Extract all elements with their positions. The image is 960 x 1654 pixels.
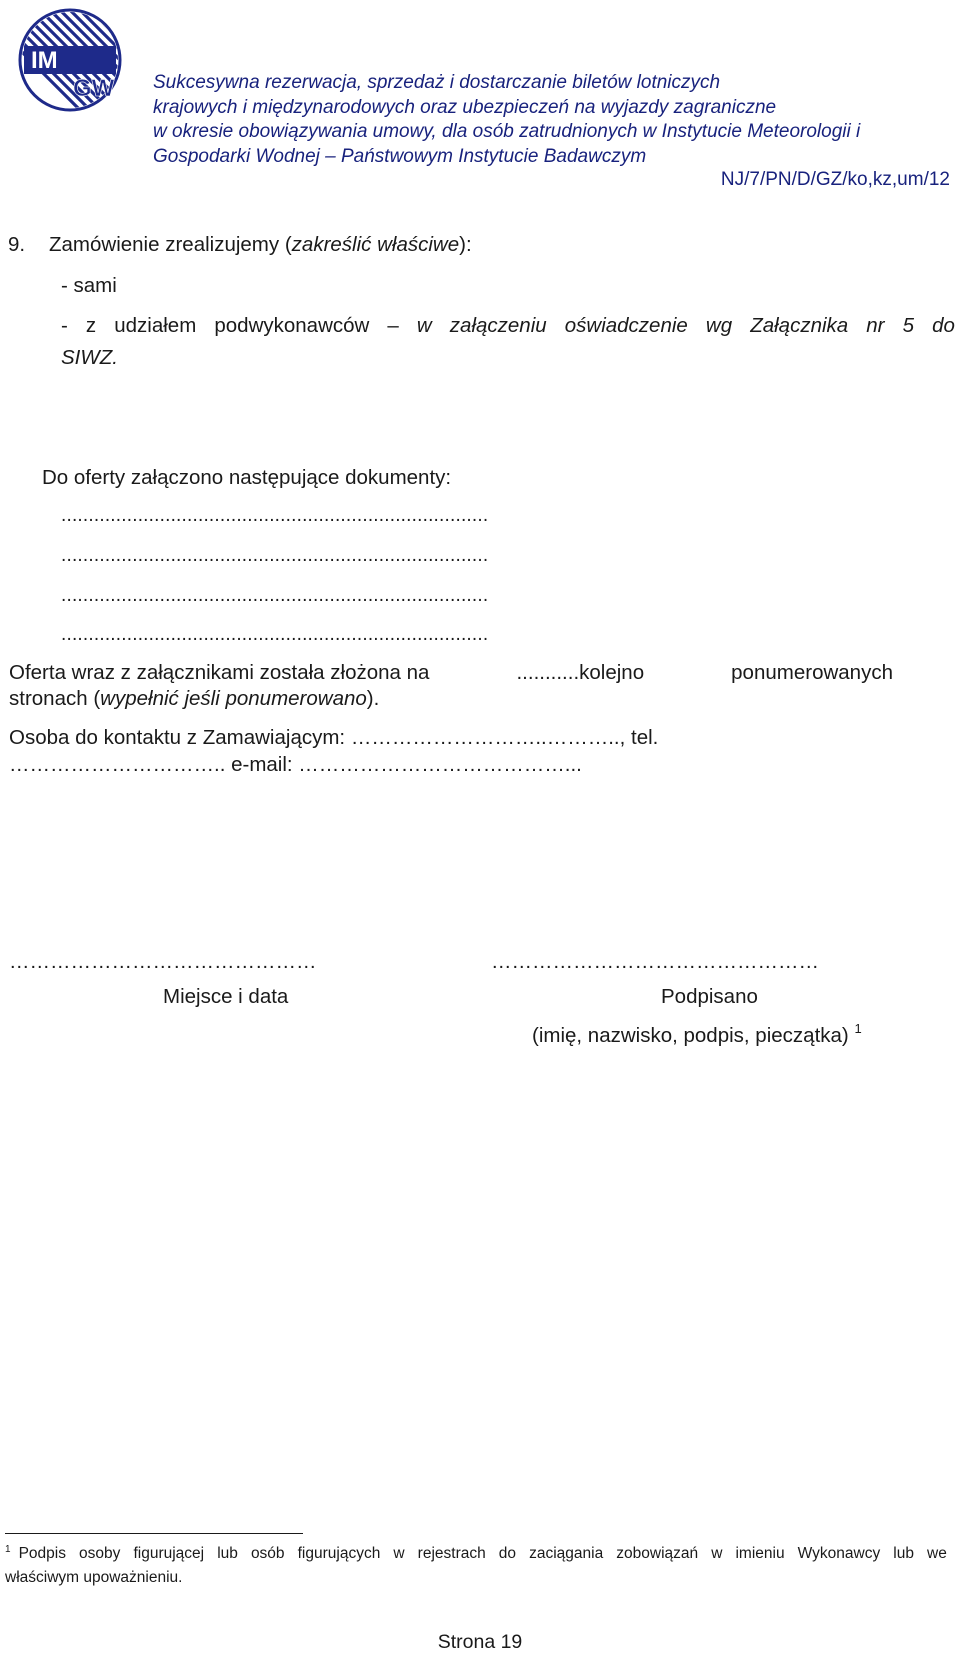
documents-intro: Do oferty załączono następujące dokumenty: (42, 466, 452, 489)
document-line: .............................................................................. (61, 585, 489, 606)
document-line: .............................................................................. (61, 624, 489, 645)
contact-email-line: ………………………….. e-mail: …………………………………... (9, 753, 582, 776)
footnote-reference: 1 (854, 1021, 862, 1036)
imgw-logo (18, 8, 122, 112)
header-line: Sukcesywna rezerwacja, sprzedaż i dostarczanie biletów lotniczych (153, 72, 721, 93)
option-subcontractors-cont: SIWZ. (61, 346, 118, 369)
footnote-line: $^1$ Podpis osoby figurującej lub osób figurujących w rejestrach do zaciągania zobowiązań w imieniu Wykonawcy lub we (5, 1544, 947, 1562)
contact-person-line: Osoba do kontaktu z Zamawiającym: ………………………..……….., tel. (9, 726, 659, 749)
offer-pages-note: stronach (wypełnić jeśli ponumerowano). (9, 687, 380, 710)
page-number: Strona 19 (437, 1631, 523, 1653)
header-line: w okresie obowiązywania umowy, dla osób zatrudnionych w Instytucie Meteorologii i (153, 121, 861, 142)
reference-number: NJ/7/PN/D/GZ/ko,kz,um/12 (720, 169, 950, 190)
document-line: .............................................................................. (61, 545, 489, 566)
place-date-label: Miejsce i data (163, 985, 289, 1008)
section-number: 9. (8, 233, 26, 256)
option-self: - sami (61, 274, 117, 297)
footnote-marker: 1 (5, 1544, 11, 1555)
svg-text:IM: IM (31, 47, 58, 74)
offer-pages-line: Oferta wraz z załącznikami została złożona na ...........kolejno ponumerowanych (9, 661, 893, 684)
signature-dots: ………………………………………… (491, 950, 819, 973)
signed-detail: (imię, nazwisko, podpis, pieczątka) $^1$ (532, 1021, 862, 1047)
svg-text:GW: GW (73, 75, 115, 102)
footnote-line: właściwym upoważnieniu. (5, 1569, 183, 1586)
option-subcontractors: - z udziałem podwykonawców – w załączeniu oświadczenie wg Załącznika nr 5 do (61, 314, 955, 337)
header-line: krajowych i międzynarodowych oraz ubezpieczeń na wyjazdy zagraniczne (153, 96, 777, 118)
footnote (5, 1543, 947, 1589)
document-header (153, 71, 953, 169)
footnote-separator (5, 1533, 303, 1534)
signed-label: Podpisano (661, 985, 758, 1008)
document-line: .............................................................................. (61, 505, 489, 526)
place-date-dots: ……………………………………… (9, 950, 317, 973)
section-title: Zamówienie zrealizujemy (zakreślić właściwe): (49, 233, 472, 256)
header-line: Gospodarki Wodnej – Państwowym Instytucie Badawczym (153, 145, 647, 167)
